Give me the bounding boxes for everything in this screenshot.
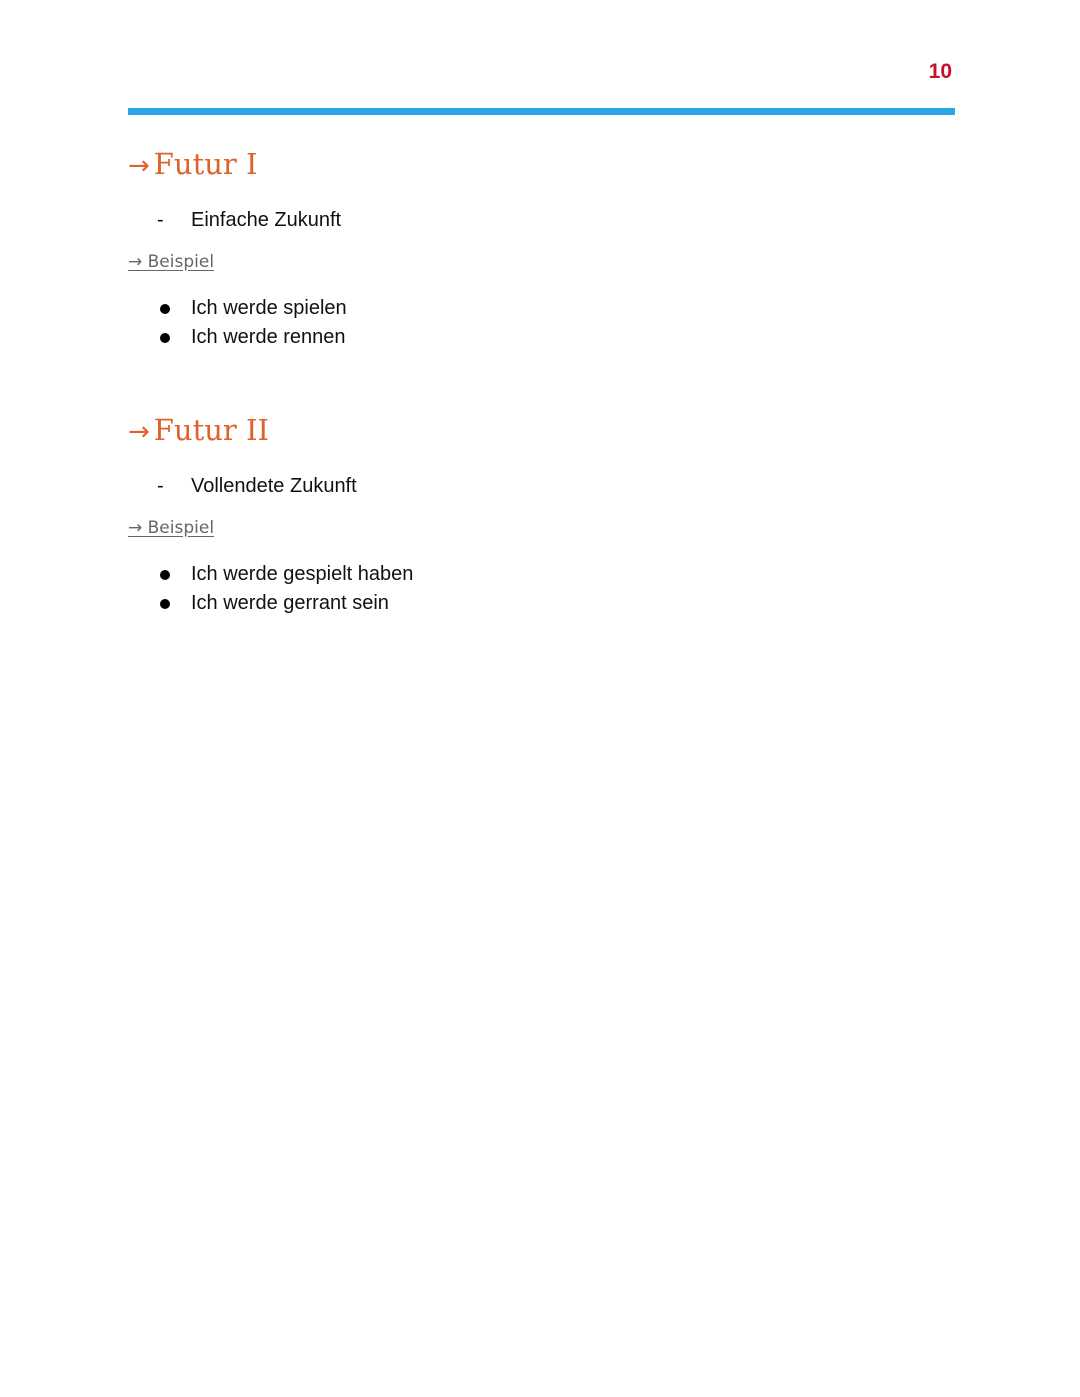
arrow-right-icon: → [128, 417, 150, 447]
bullet-icon [160, 304, 170, 314]
section-title: Futur II [153, 413, 269, 447]
dash-marker: - [157, 209, 164, 231]
list-item-text: Ich werde gerrant sein [191, 592, 389, 614]
bullet-icon [160, 333, 170, 343]
definition-text: Einfache Zukunft [191, 209, 342, 231]
section-heading [128, 146, 828, 184]
section-futur-2 [128, 412, 828, 618]
example-list [128, 294, 828, 352]
bullet-icon [160, 570, 170, 580]
section-futur-1 [128, 146, 828, 352]
list-item [128, 589, 828, 618]
list-item [128, 560, 828, 589]
example-link[interactable]: → Beispiel [128, 252, 215, 272]
top-divider [128, 108, 955, 115]
page-number: 10 [928, 60, 952, 83]
section-heading [128, 412, 828, 450]
dash-marker: - [157, 475, 164, 497]
example-link[interactable]: → Beispiel [128, 518, 215, 538]
list-item-text: Ich werde gespielt haben [191, 563, 414, 585]
definition-line [128, 472, 828, 500]
arrow-right-icon: → [128, 151, 150, 181]
bullet-icon [160, 599, 170, 609]
example-list [128, 560, 828, 618]
list-item [128, 323, 828, 352]
list-item [128, 294, 828, 323]
list-item-text: Ich werde spielen [191, 297, 347, 319]
definition-text: Vollendete Zukunft [191, 475, 357, 497]
list-item-text: Ich werde rennen [191, 326, 346, 348]
definition-line [128, 206, 828, 234]
section-title: Futur I [153, 147, 258, 181]
